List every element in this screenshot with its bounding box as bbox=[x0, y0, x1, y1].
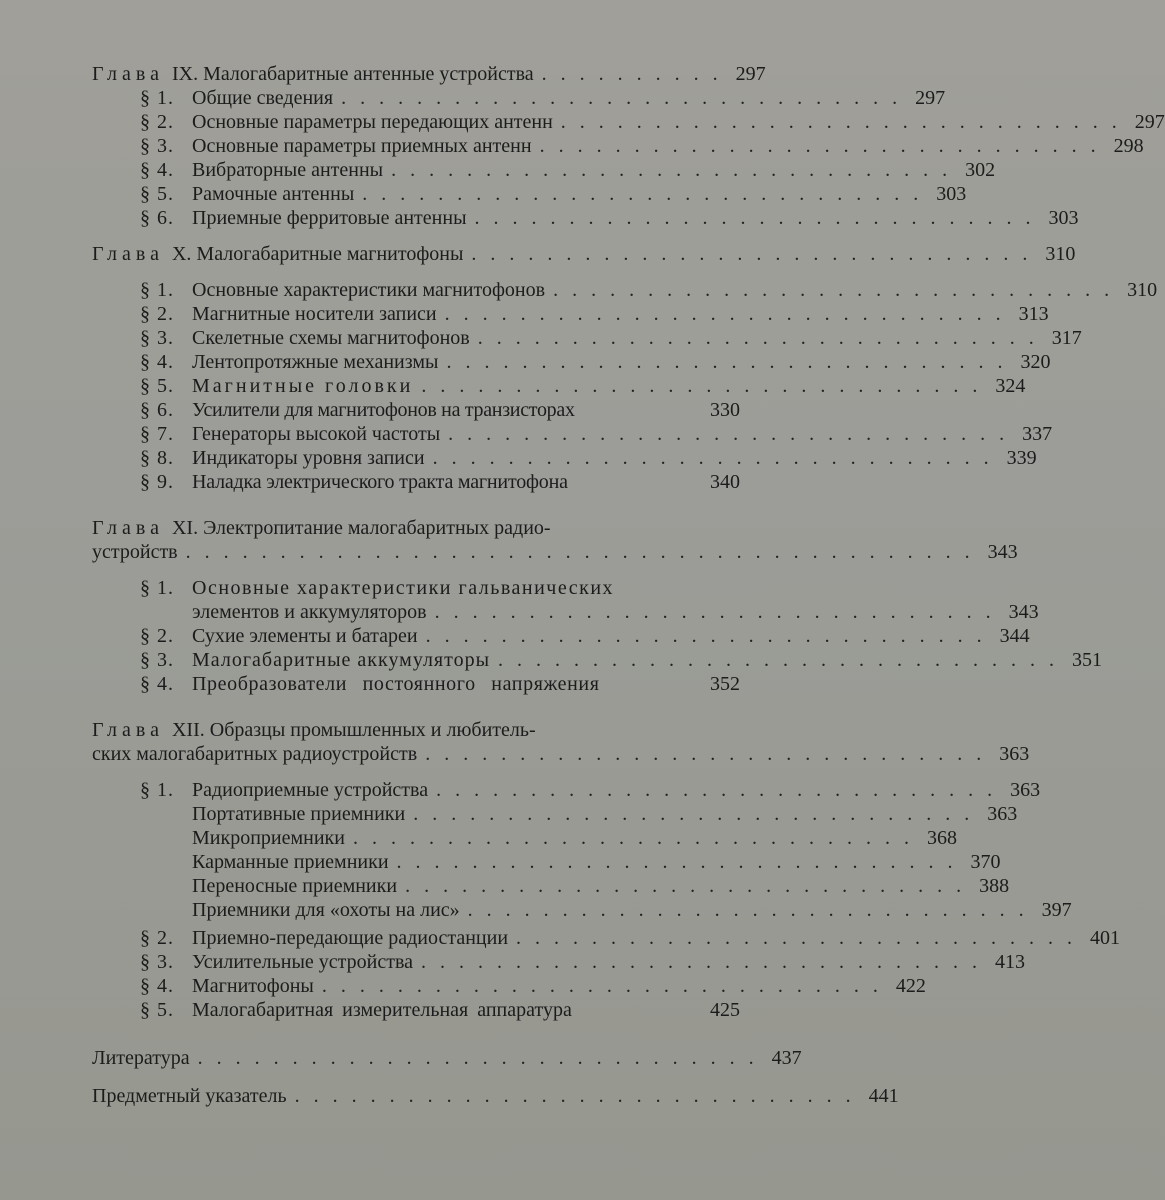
page-number: 352 bbox=[710, 673, 740, 695]
page-number: 344 bbox=[999, 625, 1030, 647]
leader-dots: .............................. bbox=[405, 875, 976, 897]
toc-entry bbox=[140, 998, 740, 1022]
page-number: 397 bbox=[1041, 899, 1072, 921]
leader-dots: .............................. bbox=[434, 601, 1005, 623]
toc-subentry bbox=[192, 850, 1001, 874]
toc-entry bbox=[140, 206, 1079, 230]
chapter-title: XII. Образцы промышленных и любитель- bbox=[171, 719, 536, 741]
section-title: Радиоприемные устройства bbox=[192, 779, 429, 801]
toc-entry bbox=[140, 278, 1158, 302]
subsection-title: Микроприемники bbox=[192, 827, 345, 849]
toc-entry bbox=[140, 576, 740, 600]
section-title-cont: элементов и аккумуляторов bbox=[192, 601, 427, 623]
toc-entry bbox=[140, 974, 926, 998]
section-number: § 7. bbox=[140, 423, 174, 445]
page-number: 351 bbox=[1072, 649, 1103, 671]
section-title: Лентопротяжные механизмы bbox=[192, 351, 439, 373]
section-number: § 1. bbox=[140, 279, 174, 301]
leader-dots: .............................. bbox=[294, 1085, 865, 1107]
section-number: § 1. bbox=[140, 577, 174, 599]
section-number: § 8. bbox=[140, 447, 174, 469]
page-number: 339 bbox=[1006, 447, 1037, 469]
page-number: 363 bbox=[999, 743, 1030, 765]
toc-entry bbox=[140, 110, 1165, 134]
back-matter-title: Литература bbox=[92, 1047, 190, 1069]
section-number: § 2. bbox=[140, 111, 174, 133]
toc-entry bbox=[140, 302, 1049, 326]
leader-dots: .............................. bbox=[425, 743, 996, 765]
page-number: 297 bbox=[1134, 111, 1165, 133]
toc-back-entry bbox=[92, 1084, 899, 1108]
page-number: 313 bbox=[1018, 303, 1049, 325]
section-number: § 4. bbox=[140, 351, 174, 373]
toc-subentry bbox=[192, 874, 1010, 898]
toc-entry bbox=[140, 374, 1026, 398]
leader-dots: .............................. bbox=[477, 327, 1048, 349]
leader-dots: .............................. bbox=[321, 975, 892, 997]
chapter-title: X. Малогабаритные магнитофоны bbox=[171, 243, 464, 265]
back-matter-title: Предметный указатель bbox=[92, 1085, 287, 1107]
chapter-12-heading-cont bbox=[92, 742, 1030, 766]
chapter-9-heading bbox=[92, 62, 766, 86]
page-number: 298 bbox=[1113, 135, 1144, 157]
page-number: 303 bbox=[936, 183, 967, 205]
chapter-label: Глава bbox=[92, 243, 164, 265]
subsection-title: Приемники для «охоты на лис» bbox=[192, 899, 460, 921]
subsection-title: Переносные приемники bbox=[192, 875, 398, 897]
page-number: 297 bbox=[915, 87, 946, 109]
toc-subentry bbox=[192, 898, 1072, 922]
section-title: Основные параметры приемных антенн bbox=[192, 135, 532, 157]
leader-dots: .............................. bbox=[474, 207, 1045, 229]
leader-dots: .............................. bbox=[436, 779, 1007, 801]
leader-dots: .............................. bbox=[421, 951, 991, 973]
section-title: Усилительные устройства bbox=[192, 951, 413, 973]
section-number: § 5. bbox=[140, 375, 174, 397]
leader-dots: .............................. bbox=[444, 303, 1015, 325]
leader-dots: .............................. bbox=[425, 625, 996, 647]
section-title: Сухие элементы и батареи bbox=[192, 625, 418, 647]
chapter-11-heading bbox=[92, 516, 740, 540]
subsection-title: Карманные приемники bbox=[192, 851, 389, 873]
chapter-11-heading-cont bbox=[92, 540, 1018, 564]
toc-entry bbox=[140, 672, 740, 696]
page-number: 320 bbox=[1020, 351, 1051, 373]
section-title: Приемные ферритовые антенны bbox=[192, 207, 467, 229]
section-title: Магнитофоны bbox=[192, 975, 314, 997]
toc-entry bbox=[140, 624, 1030, 648]
page-number: 401 bbox=[1090, 927, 1121, 949]
toc-entry bbox=[140, 446, 1037, 470]
page-number: 368 bbox=[926, 827, 957, 849]
leader-dots: .............................. bbox=[560, 111, 1131, 133]
page-number: 422 bbox=[895, 975, 926, 997]
section-number: § 1. bbox=[140, 779, 174, 801]
section-title: Наладка электрического тракта магнитофона bbox=[192, 471, 568, 493]
page-number: 337 bbox=[1022, 423, 1053, 445]
toc-entry bbox=[140, 158, 996, 182]
leader-dots: .............................. bbox=[197, 1047, 768, 1069]
section-title: Основные характеристики гальванических bbox=[192, 577, 615, 599]
toc-entry bbox=[140, 648, 1103, 672]
toc-back-entry bbox=[92, 1046, 802, 1070]
section-number: § 2. bbox=[140, 625, 174, 647]
section-title: Преобразователи постоянного напряжения bbox=[192, 673, 600, 695]
leader-dots: .............................. bbox=[553, 279, 1124, 301]
section-title: Магнитные носители записи bbox=[192, 303, 437, 325]
toc-entry bbox=[140, 422, 1053, 446]
toc-entry bbox=[140, 182, 967, 206]
section-title: Общие сведения bbox=[192, 87, 334, 109]
chapter-12-heading bbox=[92, 718, 740, 742]
page-number: 363 bbox=[987, 803, 1018, 825]
section-title: Приемно-передающие радиостанции bbox=[192, 927, 509, 949]
toc-entry bbox=[140, 134, 1144, 158]
page-number: 303 bbox=[1048, 207, 1079, 229]
section-title: Индикаторы уровня записи bbox=[192, 447, 425, 469]
page-number: 413 bbox=[995, 951, 1025, 973]
toc-entry bbox=[140, 398, 740, 422]
toc-entry bbox=[140, 326, 1082, 350]
page-number: 324 bbox=[995, 375, 1026, 397]
leader-dots: .............................. bbox=[471, 243, 1042, 265]
leader-dots: .......... bbox=[541, 63, 732, 85]
section-title: Генераторы высокой частоты bbox=[192, 423, 441, 445]
leader-dots: .............................. bbox=[391, 159, 962, 181]
section-title: Вибраторные антенны bbox=[192, 159, 384, 181]
leader-dots: .............................. bbox=[516, 927, 1087, 949]
toc-subentry bbox=[192, 826, 957, 850]
subsection-title: Портативные приемники bbox=[192, 803, 406, 825]
section-title: Основные характеристики магнитофонов bbox=[192, 279, 546, 301]
page-number: 343 bbox=[1008, 601, 1039, 623]
section-number: § 4. bbox=[140, 673, 174, 695]
page-number: 343 bbox=[987, 541, 1018, 563]
toc-entry-cont bbox=[192, 600, 1039, 624]
page-number: 425 bbox=[710, 999, 740, 1021]
leader-dots: .............................. bbox=[432, 447, 1003, 469]
toc-entry bbox=[140, 950, 1025, 974]
section-number: § 1. bbox=[140, 87, 174, 109]
section-number: § 2. bbox=[140, 303, 174, 325]
chapter-title-cont: устройств bbox=[92, 541, 178, 563]
leader-dots: .............................. bbox=[362, 183, 933, 205]
page-number: 310 bbox=[1127, 279, 1158, 301]
page-number: 297 bbox=[735, 63, 766, 85]
toc-entry bbox=[140, 926, 1121, 950]
toc-entry bbox=[140, 86, 946, 110]
page-number: 370 bbox=[970, 851, 1001, 873]
chapter-label: Глава bbox=[92, 517, 164, 539]
leader-dots: .............................. bbox=[467, 899, 1038, 921]
leader-dots: .............................. bbox=[539, 135, 1110, 157]
chapter-title: IX. Малогабаритные антенные устройства bbox=[171, 63, 534, 85]
leader-dots: .............................. bbox=[413, 803, 984, 825]
section-title: Основные параметры передающих антенн bbox=[192, 111, 553, 133]
chapter-label: Глава bbox=[92, 719, 164, 741]
page-number: 310 bbox=[1045, 243, 1076, 265]
chapter-10-heading bbox=[92, 242, 1076, 266]
page-number: 388 bbox=[979, 875, 1010, 897]
section-title: Магнитные головки bbox=[192, 375, 414, 397]
page-number: 330 bbox=[710, 399, 740, 421]
section-number: § 3. bbox=[140, 951, 174, 973]
toc-entry bbox=[140, 470, 740, 494]
section-title: Усилители для магнитофонов на транзисторах bbox=[192, 399, 575, 421]
page-number: 302 bbox=[965, 159, 996, 181]
section-number: § 3. bbox=[140, 327, 174, 349]
page-number: 437 bbox=[771, 1047, 802, 1069]
page-number: 317 bbox=[1051, 327, 1082, 349]
leader-dots: .............................. bbox=[448, 423, 1019, 445]
section-title: Рамочные антенны bbox=[192, 183, 355, 205]
section-title: Малогабаритные аккумуляторы bbox=[192, 649, 491, 671]
section-number: § 3. bbox=[140, 649, 174, 671]
section-number: § 5. bbox=[140, 999, 174, 1021]
leader-dots: .............................. bbox=[421, 375, 992, 397]
chapter-title: XI. Электропитание малогабаритных радио- bbox=[171, 517, 551, 539]
section-number: § 4. bbox=[140, 975, 174, 997]
chapter-label: Глава bbox=[92, 63, 164, 85]
toc-subentry bbox=[192, 802, 1018, 826]
section-title: Малогабаритная измерительная аппаратура bbox=[192, 999, 572, 1021]
page-number: 363 bbox=[1010, 779, 1041, 801]
section-number: § 9. bbox=[140, 471, 174, 493]
leader-dots: .............................. bbox=[341, 87, 912, 109]
section-title: Скелетные схемы магнитофонов bbox=[192, 327, 470, 349]
leader-dots: .............................. bbox=[352, 827, 923, 849]
section-number: § 2. bbox=[140, 927, 174, 949]
section-number: § 4. bbox=[140, 159, 174, 181]
chapter-title-cont: ских малогабаритных радиоустройств bbox=[92, 743, 418, 765]
leader-dots: .............................. bbox=[396, 851, 967, 873]
page-number: 340 bbox=[710, 471, 740, 493]
leader-dots: .......................................... bbox=[185, 541, 984, 563]
section-number: § 6. bbox=[140, 207, 174, 229]
toc-entry bbox=[140, 350, 1051, 374]
section-number: § 5. bbox=[140, 183, 174, 205]
leader-dots: .............................. bbox=[446, 351, 1017, 373]
toc-entry bbox=[140, 778, 1041, 802]
section-number: § 3. bbox=[140, 135, 174, 157]
page-number: 441 bbox=[868, 1085, 899, 1107]
section-number: § 6. bbox=[140, 399, 174, 421]
leader-dots: .............................. bbox=[498, 649, 1069, 671]
